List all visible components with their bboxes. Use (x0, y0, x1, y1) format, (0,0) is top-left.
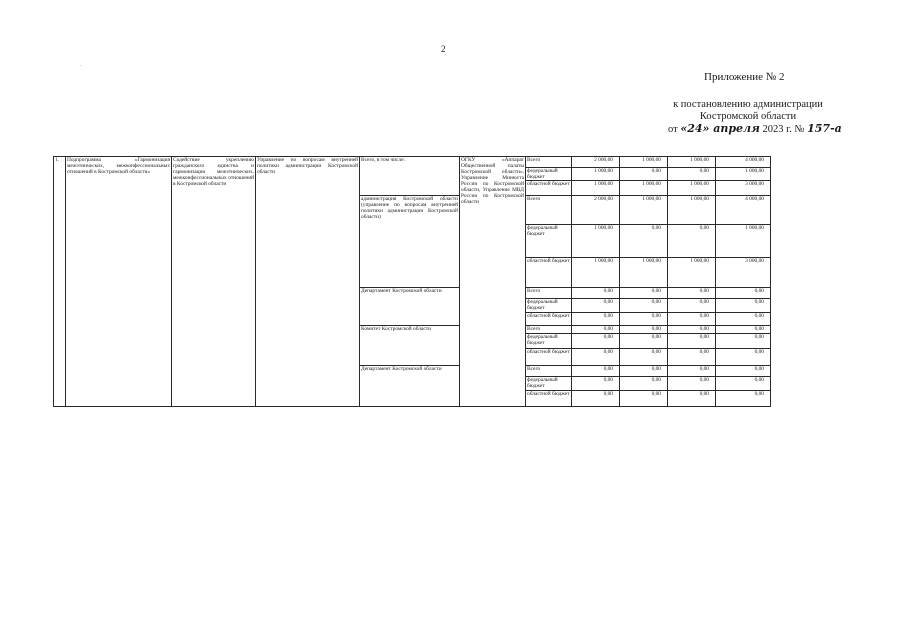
amount-cell: 0,00 (716, 391, 771, 407)
amount-cell: 1 000,00 (572, 258, 620, 288)
amount-cell: 0,00 (620, 366, 668, 377)
funding-source: областной бюджет (526, 258, 572, 288)
amount-cell: 1 000,00 (668, 181, 716, 196)
date-year: 2023 г. № (762, 124, 805, 135)
amount-cell: 0,00 (620, 313, 668, 326)
funding-source: областной бюджет (526, 349, 572, 366)
amount-cell: 0,00 (668, 377, 716, 391)
amount-cell: 0,00 (620, 168, 668, 181)
amount-cell: 0,00 (668, 349, 716, 366)
row-number: 1. (54, 157, 66, 407)
amount-cell: 1 000,00 (620, 157, 668, 168)
amount-cell: 3 000,00 (716, 181, 771, 196)
handwritten-number: 157-а (807, 122, 842, 135)
subprogram-goal: Содействие укреплению гражданского единства и гармонизации межэтнических, межконфессиональных отношений в Костромской области (172, 157, 256, 407)
amount-cell: 0,00 (716, 334, 771, 349)
funding-source: федеральный бюджет (526, 299, 572, 313)
funding-source: федеральный бюджет (526, 225, 572, 258)
funding-source: Всего (526, 326, 572, 334)
amount-cell: 1 000,00 (572, 181, 620, 196)
participant: Комитет Костромской области (360, 326, 460, 366)
amount-cell: 1 000,00 (716, 168, 771, 181)
resolution-line-1: к постановлению администрации (673, 99, 823, 110)
executor: ОГКУ «Аппарат Общественной палаты Костромской области», Управление Минюста России по Костромской области, Управление МВД России по Костромской области (460, 157, 526, 407)
date-prefix: от (668, 124, 678, 135)
amount-cell: 1 000,00 (620, 196, 668, 225)
amount-cell: 0,00 (572, 299, 620, 313)
amount-cell: 0,00 (620, 299, 668, 313)
amount-cell: 1 000,00 (572, 225, 620, 258)
amount-cell: 0,00 (668, 299, 716, 313)
amount-cell: 0,00 (668, 366, 716, 377)
amount-cell: 0,00 (620, 326, 668, 334)
amount-cell: 2 000,00 (572, 157, 620, 168)
amount-cell: 0,00 (668, 313, 716, 326)
funding-source: Всего (526, 196, 572, 225)
participant: Всего, в том числе: (360, 157, 460, 196)
participant: Департамент Костромской области (360, 288, 460, 326)
appendix-title: Приложение № 2 (704, 71, 785, 83)
subprogram-name: Подпрограмма «Гармонизация межэтнических, межконфессиональных отношений в Костромской области» (66, 157, 172, 407)
funding-source: Всего (526, 157, 572, 168)
amount-cell: 1 000,00 (716, 225, 771, 258)
amount-cell: 0,00 (572, 326, 620, 334)
funding-source: областной бюджет (526, 391, 572, 407)
amount-cell: 1 000,00 (668, 196, 716, 225)
amount-cell: 0,00 (572, 391, 620, 407)
amount-cell: 1 000,00 (620, 181, 668, 196)
subprogram-table (53, 156, 771, 407)
amount-cell: 0,00 (620, 377, 668, 391)
amount-cell: 0,00 (716, 349, 771, 366)
amount-cell: 1 000,00 (620, 258, 668, 288)
amount-cell: 0,00 (716, 313, 771, 326)
funding-source: федеральный бюджет (526, 168, 572, 181)
amount-cell: 0,00 (620, 334, 668, 349)
amount-cell: 4 000,00 (716, 157, 771, 168)
amount-cell: 0,00 (572, 366, 620, 377)
amount-cell: 0,00 (716, 299, 771, 313)
funding-source: областной бюджет (526, 181, 572, 196)
amount-cell: 0,00 (620, 349, 668, 366)
resolution-block (668, 99, 828, 123)
participant: Департамент Костромской области (360, 366, 460, 407)
funding-source: Всего (526, 288, 572, 299)
amount-cell: 0,00 (620, 288, 668, 299)
amount-cell: 0,00 (668, 334, 716, 349)
amount-cell: 0,00 (716, 288, 771, 299)
amount-cell: 1 000,00 (668, 258, 716, 288)
participant: администрация Костромской области (управление по вопросам внутренней политики администрации Костромской области) (360, 196, 460, 288)
header-mark: . (80, 62, 82, 68)
table-row (54, 157, 771, 168)
amount-cell: 0,00 (668, 391, 716, 407)
amount-cell: 0,00 (572, 313, 620, 326)
amount-cell: 1 000,00 (668, 157, 716, 168)
amount-cell: 0,00 (668, 288, 716, 299)
handwritten-date: «24» апреля (680, 122, 760, 135)
amount-cell: 0,00 (668, 326, 716, 334)
resolution-date-line (668, 122, 842, 135)
coordinator: Управление по вопросам внутренней политики администрации Костромской области (256, 157, 360, 407)
amount-cell: 0,00 (620, 225, 668, 258)
amount-cell: 0,00 (668, 168, 716, 181)
amount-cell: 0,00 (668, 225, 716, 258)
amount-cell: 0,00 (716, 377, 771, 391)
funding-source: Всего (526, 366, 572, 377)
page-number: 2 (441, 44, 446, 54)
amount-cell: 0,00 (716, 326, 771, 334)
amount-cell: 3 000,00 (716, 258, 771, 288)
amount-cell: 1 000,00 (572, 168, 620, 181)
table-body (54, 157, 771, 407)
amount-cell: 0,00 (572, 288, 620, 299)
amount-cell: 0,00 (572, 377, 620, 391)
amount-cell: 2 000,00 (572, 196, 620, 225)
funding-source: областной бюджет (526, 313, 572, 326)
amount-cell: 4 000,00 (716, 196, 771, 225)
resolution-line-2: Костромской области (699, 111, 797, 122)
amount-cell: 0,00 (572, 349, 620, 366)
amount-cell: 0,00 (716, 366, 771, 377)
funding-source: федеральный бюджет (526, 377, 572, 391)
amount-cell: 0,00 (572, 334, 620, 349)
funding-source: федеральный бюджет (526, 334, 572, 349)
amount-cell: 0,00 (620, 391, 668, 407)
